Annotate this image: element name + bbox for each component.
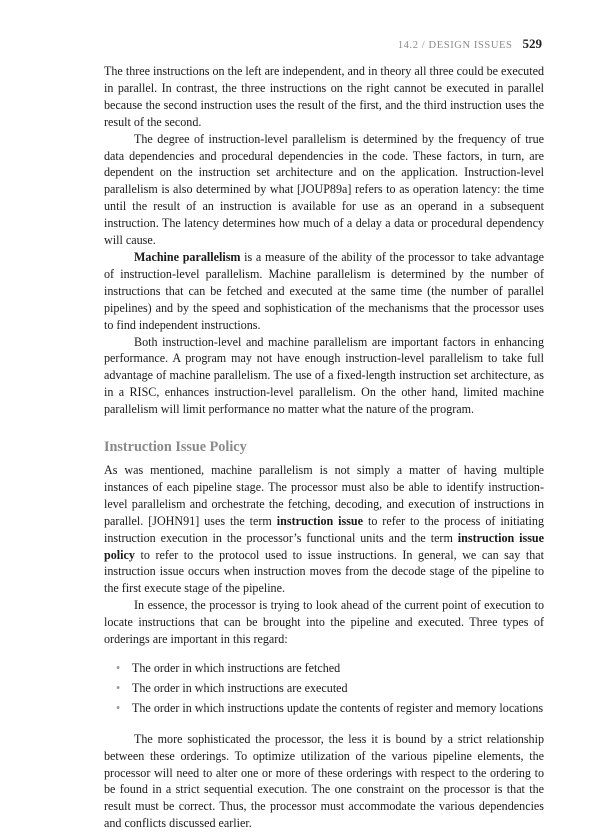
section-heading: Instruction Issue Policy [104, 439, 247, 456]
paragraph-5-text-a: As was mentioned, machine parallelism is not simply a matter of having multiple instances of each pipeline stage. The processor must also be able to identify instruction-level parallelism and orchestrate the fetching, decoding, and execution of instructions in parallel. [JOHN91] uses the term [104, 463, 544, 528]
term-instruction-issue: instruction issue [276, 513, 364, 528]
paragraph-7: The more sophisticated the processor, the less it is bound by a strict relationship between these orderings. To optimize utilization of the various pipeline elements, the processor will need to alter one or more of these orderings with respect to the ordering to be found in a strict sequential execution. The one constraint on the processor is that the result must be correct. Thus, the processor must accommodate the various dependencies and conflicts discussed earlier. [104, 731, 544, 831]
paragraph-6: In essence, the processor is trying to look ahead of the current point of execution to locate instructions that can be brought into the pipeline and executed. Three types of orderings are important in this regard: [104, 598, 544, 647]
page-header [398, 36, 542, 52]
page-number: 529 [522, 36, 542, 51]
term-machine-parallelism: Machine parallelism [134, 249, 241, 264]
list-item: • The order in which instructions are executed [104, 680, 544, 697]
running-head: 14.2 / DESIGN ISSUES [397, 40, 513, 51]
paragraph-2: The degree of instruction-level parallelism is determined by the frequency of true data dependencies and procedural dependencies in the code. These factors, in turn, are dependent on the instruction set architecture and on the application. Instruction-level parallelism is also determined by what [JOUP89a] refers to as operation latency: the time until the result of an instruction is available for use as an operand in a subsequent instruction. The latency determines how much of a delay a data or procedural dependency will cause. [104, 131, 544, 248]
term-instruction-issue-policy: instruction issue policy [104, 530, 544, 562]
paragraph-5 [104, 462, 544, 597]
paragraph-5-text-c: to refer to the protocol used to issue instructions. In general, we can say that instruction issue occurs when instruction moves from the decode stage of the pipeline to the first execute stage of the pipeline. [104, 547, 544, 596]
paragraph-1: The three instructions on the left are independent, and in theory all three could be executed in parallel. In contrast, the three instructions on the right cannot be executed in parallel because the second instruction uses the result of the first, and the third instruction uses the result of the second. [104, 64, 544, 129]
list-item: • The order in which instructions are fetched [104, 660, 544, 677]
paragraph-3-text: is a measure of the ability of the processor to take advantage of instruction-level parallelism. Machine parallelism is determined by the number of instructions that can be fetched and executed at the same time (the number of parallel pipelines) and by the speed and sophistication of the mechanisms that the processor uses to find independent instructions. [104, 249, 544, 332]
list-item: • The order in which instructions update the contents of register and memory locations [104, 700, 544, 717]
paragraph-5-text-b: to refer to the process of initiating instruction execution in the processor’s functional units and the term [104, 513, 544, 545]
paragraph-3 [104, 249, 544, 334]
ordering-list [104, 660, 544, 717]
paragraph-4: Both instruction-level and machine parallelism are important factors in enhancing performance. A program may not have enough instruction-level parallelism to take full advantage of machine parallelism. The use of a fixed-length instruction set architecture, as in a RISC, enhances instruction-level parallelism. On the other hand, limited machine parallelism will limit performance no matter what the nature of the program. [104, 334, 544, 417]
page-body [104, 63, 544, 832]
